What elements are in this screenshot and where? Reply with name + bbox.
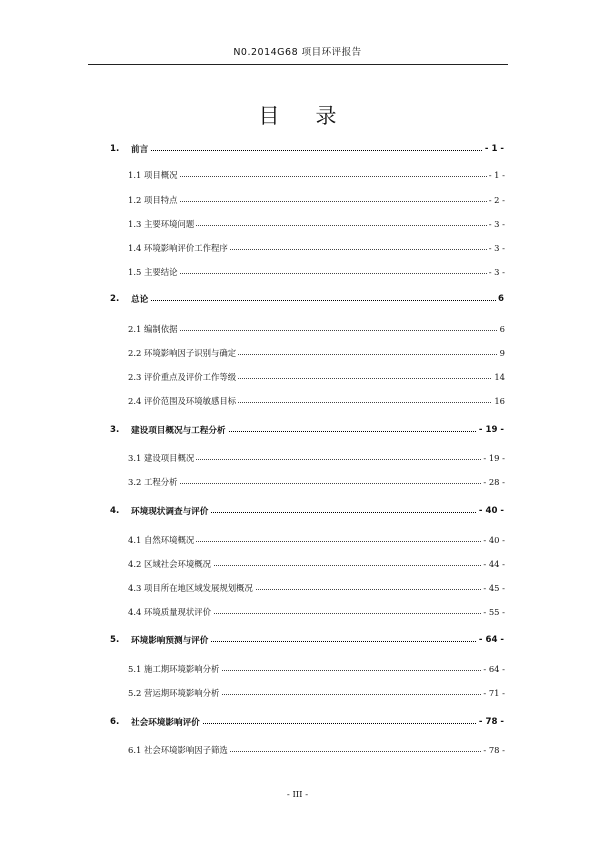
toc-chapter-number: 5. bbox=[110, 635, 120, 645]
toc-entry-label: 2.4 评价范围及环境敏感目标 bbox=[128, 396, 237, 406]
toc-entry-label: 6.1 社会环境影响因子筛选 bbox=[128, 745, 228, 755]
toc-page-number: - 55 - bbox=[483, 607, 505, 617]
toc-page-number: - 19 - bbox=[478, 425, 504, 435]
toc-section-entry[interactable] bbox=[0, 193, 595, 207]
toc-entry-label: 环境影响预测与评价 bbox=[131, 636, 209, 646]
toc-dot-leader bbox=[128, 201, 505, 202]
toc-section-entry[interactable] bbox=[0, 581, 595, 595]
toc-page-number: - 78 - bbox=[483, 745, 505, 755]
toc-section-entry[interactable] bbox=[0, 241, 595, 255]
toc-entry-label: 4.2 区域社会环境概况 bbox=[128, 559, 211, 569]
toc-page-number: - 2 - bbox=[488, 195, 505, 205]
toc-section-entry[interactable] bbox=[0, 451, 595, 465]
toc-page-number: 6 bbox=[499, 324, 505, 334]
toc-section-entry[interactable] bbox=[0, 168, 595, 182]
toc-section-entry[interactable] bbox=[0, 662, 595, 676]
toc-entry-label: 2.1 编制依据 bbox=[128, 324, 178, 334]
toc-dot-leader bbox=[128, 330, 505, 331]
toc-page-number: - 1 - bbox=[484, 144, 504, 154]
header-rule bbox=[88, 64, 508, 65]
toc-dot-leader bbox=[128, 483, 505, 484]
toc-page-number: - 45 - bbox=[483, 583, 505, 593]
toc-chapter-entry[interactable] bbox=[0, 292, 595, 306]
toc-entry-label: 1.5 主要结论 bbox=[128, 267, 178, 277]
toc-entry-label: 5.1 施工期环境影响分析 bbox=[128, 664, 220, 674]
toc-chapter-number: 4. bbox=[110, 506, 120, 516]
toc-page-number: - 19 - bbox=[483, 453, 505, 463]
toc-section-entry[interactable] bbox=[0, 533, 595, 547]
toc-dot-leader bbox=[131, 300, 504, 301]
toc-entry-label: 2.3 评价重点及评价工作等级 bbox=[128, 372, 237, 382]
toc-page-number: - 1 - bbox=[488, 170, 505, 180]
toc-entry-label: 1.3 主要环境问题 bbox=[128, 219, 195, 229]
toc-chapter-number: 3. bbox=[110, 425, 120, 435]
toc-entry-label: 1.2 项目特点 bbox=[128, 195, 178, 205]
toc-entry-label: 1.1 项目概况 bbox=[128, 170, 178, 180]
toc-entry-label: 前言 bbox=[131, 145, 149, 155]
toc-dot-leader bbox=[131, 150, 504, 151]
toc-title: 目录 bbox=[258, 104, 373, 128]
toc-section-entry[interactable] bbox=[0, 265, 595, 279]
toc-entry-label: 4.3 项目所在地区域发展规划概况 bbox=[128, 583, 253, 593]
toc-section-entry[interactable] bbox=[0, 475, 595, 489]
toc-section-entry[interactable] bbox=[0, 346, 595, 360]
toc-section-entry[interactable] bbox=[0, 217, 595, 231]
toc-page-number: - 3 - bbox=[488, 219, 505, 229]
toc-entry-label: 5.2 营运期环境影响分析 bbox=[128, 688, 220, 698]
toc-entry-label: 3.1 建设项目概况 bbox=[128, 453, 195, 463]
toc-page-number: - 3 - bbox=[488, 267, 505, 277]
toc-page-number: - 3 - bbox=[488, 243, 505, 253]
toc-chapter-entry[interactable] bbox=[0, 423, 595, 437]
toc-page-number: - 40 - bbox=[483, 535, 505, 545]
toc-page-number: - 71 - bbox=[483, 688, 505, 698]
toc-entry-label: 社会环境影响评价 bbox=[131, 718, 200, 728]
toc-chapter-entry[interactable] bbox=[0, 715, 595, 729]
toc-page-number: - 28 - bbox=[483, 477, 505, 487]
running-header: N0.2014G68 项目环评报告 bbox=[233, 47, 362, 58]
toc-entry-label: 建设项目概况与工程分析 bbox=[131, 426, 226, 436]
toc-page-number: 9 bbox=[499, 348, 505, 358]
toc-chapter-entry[interactable] bbox=[0, 504, 595, 518]
toc-page-number: - 40 - bbox=[478, 506, 504, 516]
toc-section-entry[interactable] bbox=[0, 605, 595, 619]
toc-dot-leader bbox=[128, 273, 505, 274]
toc-dot-leader bbox=[128, 176, 505, 177]
toc-section-entry[interactable] bbox=[0, 322, 595, 336]
toc-page-number: 6 bbox=[498, 294, 504, 304]
toc-entry-label: 环境现状调查与评价 bbox=[131, 507, 209, 517]
toc-section-entry[interactable] bbox=[0, 743, 595, 757]
toc-page-number: - 64 - bbox=[478, 635, 504, 645]
toc-section-entry[interactable] bbox=[0, 686, 595, 700]
toc-page-number: - 78 - bbox=[478, 717, 504, 727]
toc-page-number: 14 bbox=[494, 372, 505, 382]
toc-section-entry[interactable] bbox=[0, 394, 595, 408]
toc-chapter-number: 6. bbox=[110, 717, 120, 727]
toc-chapter-entry[interactable] bbox=[0, 142, 595, 156]
page-number: - III - bbox=[286, 790, 309, 800]
toc-section-entry[interactable] bbox=[0, 557, 595, 571]
toc-page-number: - 44 - bbox=[483, 559, 505, 569]
toc-section-entry[interactable] bbox=[0, 370, 595, 384]
toc-chapter-number: 2. bbox=[110, 294, 120, 304]
toc-entry-label: 1.4 环境影响评价工作程序 bbox=[128, 243, 228, 253]
toc-chapter-entry[interactable] bbox=[0, 633, 595, 647]
toc-entry-label: 4.1 自然环境概况 bbox=[128, 535, 195, 545]
toc-entry-label: 总论 bbox=[131, 295, 149, 305]
toc-entry-label: 4.4 环境质量现状评价 bbox=[128, 607, 211, 617]
toc-entry-label: 3.2 工程分析 bbox=[128, 477, 178, 487]
toc-page-number: 16 bbox=[494, 396, 505, 406]
toc-entry-label: 2.2 环境影响因子识别与确定 bbox=[128, 348, 237, 358]
toc-chapter-number: 1. bbox=[110, 144, 120, 154]
toc-page-number: - 64 - bbox=[483, 664, 505, 674]
